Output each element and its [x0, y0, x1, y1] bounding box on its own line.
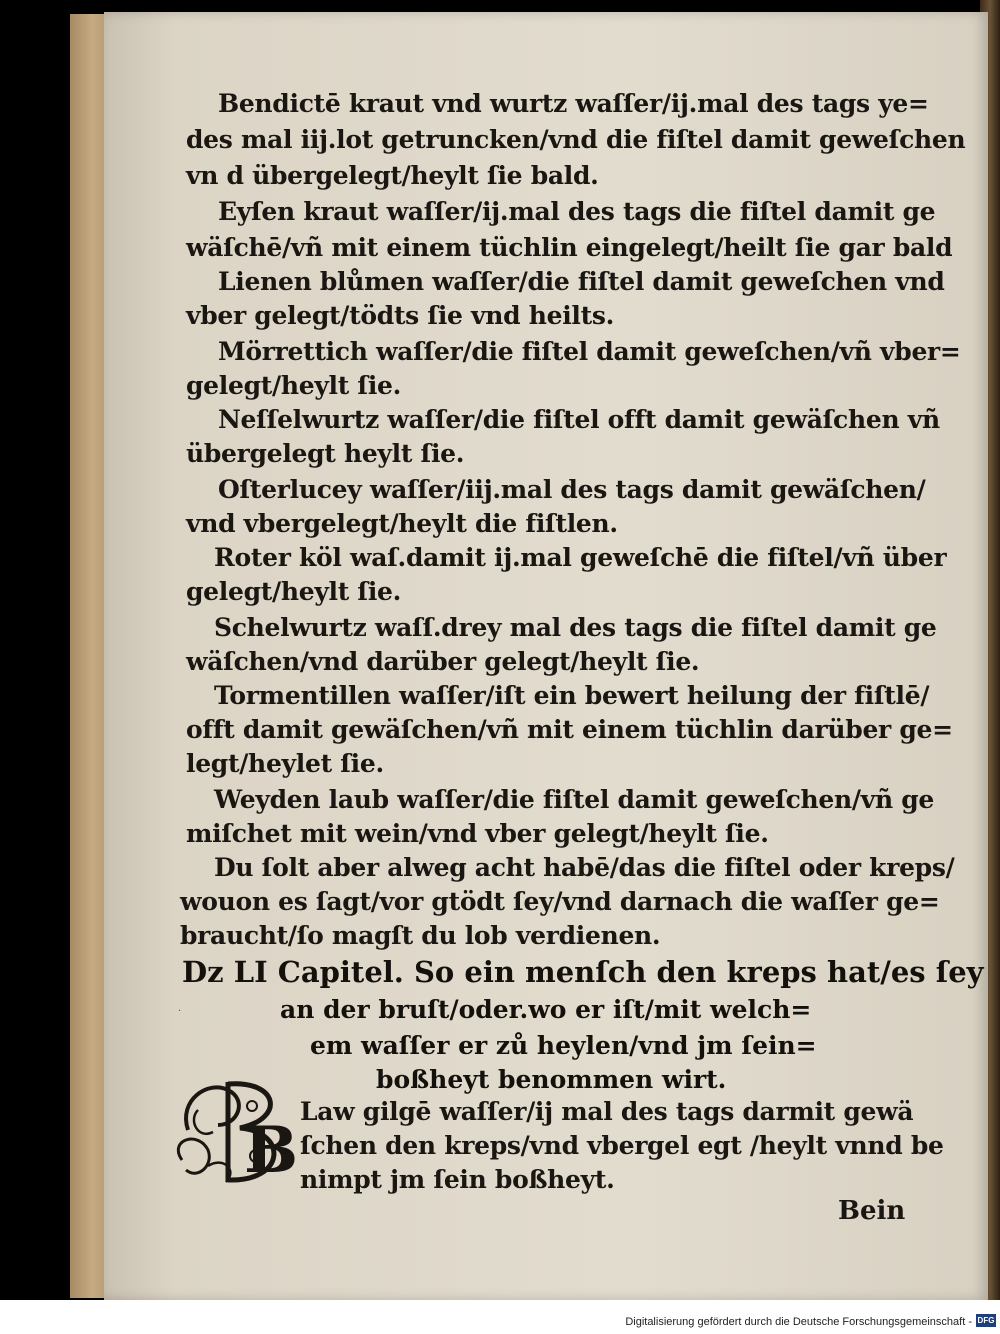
text-line: Tormentillen waſſer/iſt ein bewert heilung der fiſtlē/: [214, 681, 930, 710]
text-line: Eyſen kraut waſſer/ij.mal des tags die fiſtel damit ge: [218, 197, 936, 226]
text-line: Neſſelwurtz waſſer/die fiſtel offt damit gewäſchen vñ: [218, 405, 940, 434]
text-line: Lienen blůmen waſſer/die fiſtel damit geweſchen vnd: [218, 267, 945, 296]
drop-cap-ornament: [168, 1070, 296, 1190]
text-line: des mal iij.lot getruncken/vnd die fiſtel damit geweſchen: [186, 125, 966, 154]
text-line: Roter köl waſ.damit ij.mal geweſchē die fiſtel/vñ über: [214, 543, 947, 572]
text-line: Law gilgē waſſer/ij mal des tags darmit gewä: [300, 1097, 914, 1126]
text-line: offt damit gewäſchen/vñ mit einem tüchlin darüber ge=: [186, 715, 953, 744]
text-line: wäſchē/vñ mit einem tüchlin eingelegt/heilt ſie gar bald: [186, 233, 953, 262]
text-line: Du ſolt aber alweg acht habē/das die fiſtel oder kreps/: [214, 853, 955, 882]
page-mark: ·: [178, 1006, 182, 1017]
dfg-logo-icon: DFG: [977, 1316, 995, 1325]
text-line: vber gelegt/tödts ſie vnd heilts.: [186, 301, 615, 330]
chapter-heading: em waſſer er zů heylen/vnd jm ſein=: [310, 1031, 817, 1060]
chapter-heading: Dz LI Capitel. So ein menſch den kreps hat/es ſey: [182, 955, 984, 989]
text-line: wouon es ſagt/vor gtödt ſey/vnd darnach die waſſer ge=: [180, 887, 940, 916]
chapter-heading: an der bruſt/oder.wo er iſt/mit welch=: [280, 995, 812, 1024]
text-line: vn d übergelegt/heylt ſie bald.: [186, 161, 599, 190]
text-line: übergelegt heylt ſie.: [186, 439, 465, 468]
digitization-credit: Digitalisierung gefördert durch die Deutsche Forschungsgemeinschaft -: [625, 1316, 972, 1328]
text-line: gelegt/heylt ſie.: [186, 577, 402, 606]
text-line: wäſchen/vnd darüber gelegt/heylt ſie.: [186, 647, 700, 676]
text-line: nimpt jm ſein boßheyt.: [300, 1165, 615, 1194]
text-line: braucht/ſo magſt du lob verdienen.: [180, 921, 661, 950]
text-line: Weyden laub waſſer/die fiſtel damit geweſchen/vñ ge: [214, 785, 935, 814]
chapter-heading: boßheyt benommen wirt.: [376, 1065, 727, 1094]
text-line: gelegt/heylt ſie.: [186, 371, 402, 400]
text-line: vnd vbergelegt/heylt die fiſtlen.: [186, 509, 618, 538]
drop-cap-initial: [168, 1070, 296, 1190]
drop-cap-letter: B: [244, 1113, 296, 1188]
text-line: legt/heylet ſie.: [186, 749, 384, 778]
text-line: Oſterlucey waſſer/iij.mal des tags damit gewäſchen/: [218, 475, 926, 504]
text-line: miſchet mit wein/vnd vber gelegt/heylt ſie.: [186, 819, 769, 848]
text-line: ſchen den kreps/vnd vbergel egt /heylt vnnd be: [300, 1131, 944, 1160]
text-line: Schelwurtz waſſ.drey mal des tags die fiſtel damit ge: [214, 613, 937, 642]
catchword: Bein: [838, 1196, 906, 1226]
text-line: Mörrettich waſſer/die fiſtel damit geweſchen/vñ vber=: [218, 337, 961, 366]
text-line: Bendictē kraut vnd wurtz waſſer/ij.mal des tags ye=: [218, 89, 929, 118]
